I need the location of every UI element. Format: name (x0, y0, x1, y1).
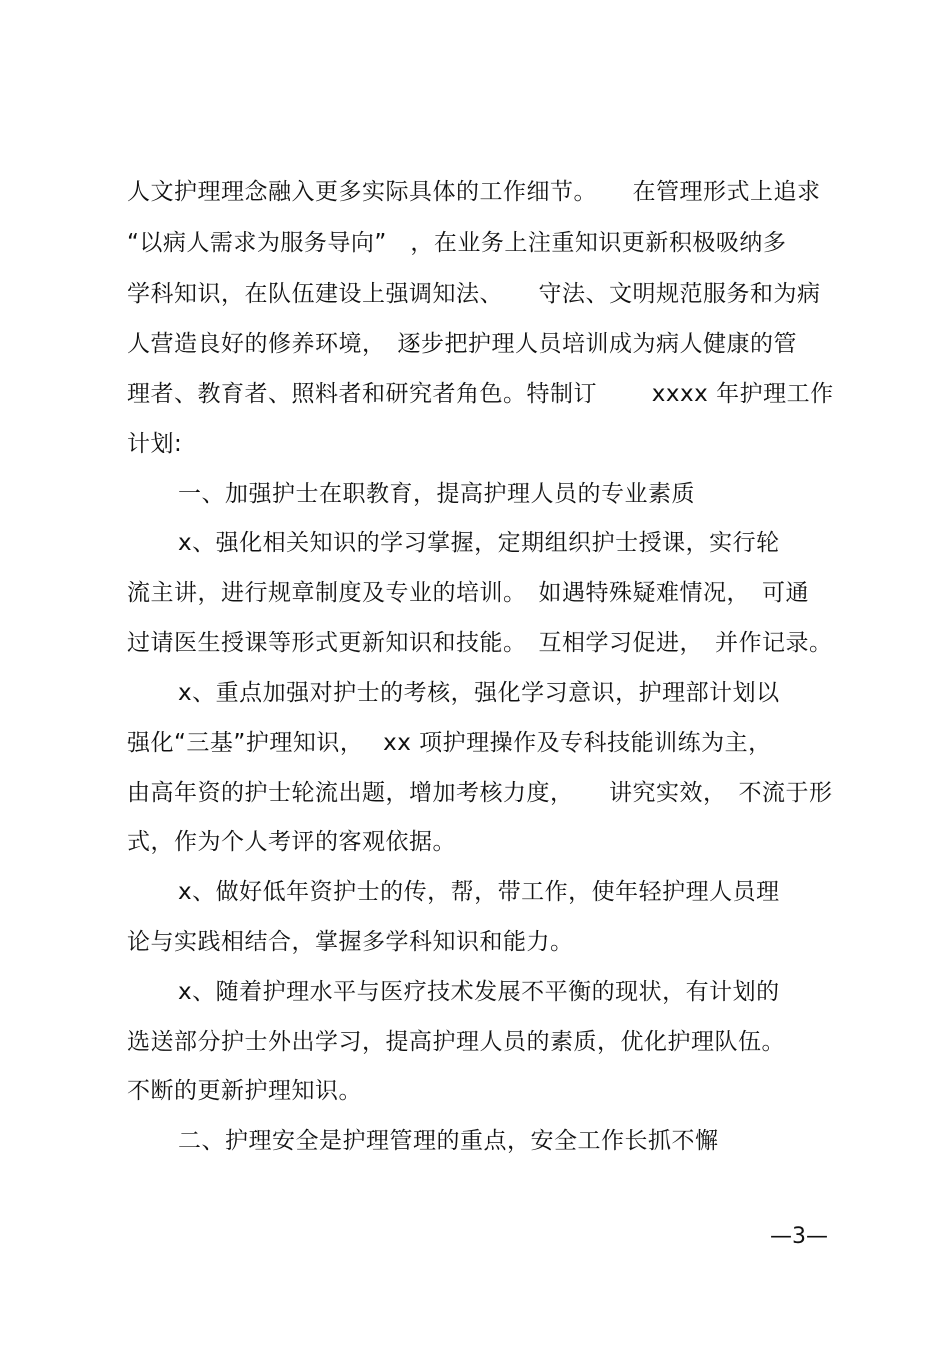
text-line: 论与实践相结合，掌握多学科知识和能力。 (127, 929, 574, 955)
text-line: 人文护理理念融入更多实际具体的工作细节。 在管理形式上追求 (127, 179, 821, 205)
text-line: 过请医生授课等形式更新知识和技能。 互相学习促进， 并作记录。 (127, 630, 833, 656)
text-line: 计划: (127, 431, 183, 457)
text-line: x、做好低年资护士的传，帮，带工作，使年轻护理人员理 (178, 879, 780, 905)
page-number: —3— (770, 1224, 828, 1249)
text-line: 流主讲，进行规章制度及专业的培训。 如遇特殊疑难情况， 可通 (127, 580, 809, 606)
section-heading: 二、护理安全是护理管理的重点，安全工作长抓不懈 (178, 1128, 719, 1154)
text-line: x、随着护理水平与医疗技术发展不平衡的现状，有计划的 (178, 979, 780, 1005)
text-line: 理者、教育者、照料者和研究者角色。特制订 xxxx 年护理工作 (127, 381, 834, 407)
text-line: x、重点加强对护士的考核，强化学习意识，护理部计划以 (178, 680, 780, 706)
text-line: x、强化相关知识的学习掌握，定期组织护士授课，实行轮 (178, 530, 780, 556)
text-line: 选送部分护士外出学习，提高护理人员的素质，优化护理队伍。 (127, 1029, 785, 1055)
text-line: 强化“三基”护理知识， xx 项护理操作及专科技能训练为主， (127, 730, 772, 756)
text-line: 学科知识，在队伍建设上强调知法、 守法、文明规范服务和为病 (127, 281, 821, 307)
text-line: “以病人需求为服务导向” ，在业务上注重知识更新积极吸纳多 (127, 230, 787, 256)
section-heading: 一、加强护士在职教育，提高护理人员的专业素质 (178, 481, 695, 507)
text-line: 式，作为个人考评的客观依据。 (127, 829, 456, 855)
text-line: 不断的更新护理知识。 (127, 1078, 362, 1104)
text-line: 由高年资的护士轮流出题，增加考核力度， 讲究实效， 不流于形 (127, 780, 833, 806)
text-line: 人营造良好的修养环境， 逐步把护理人员培训成为病人健康的管 (127, 331, 797, 357)
